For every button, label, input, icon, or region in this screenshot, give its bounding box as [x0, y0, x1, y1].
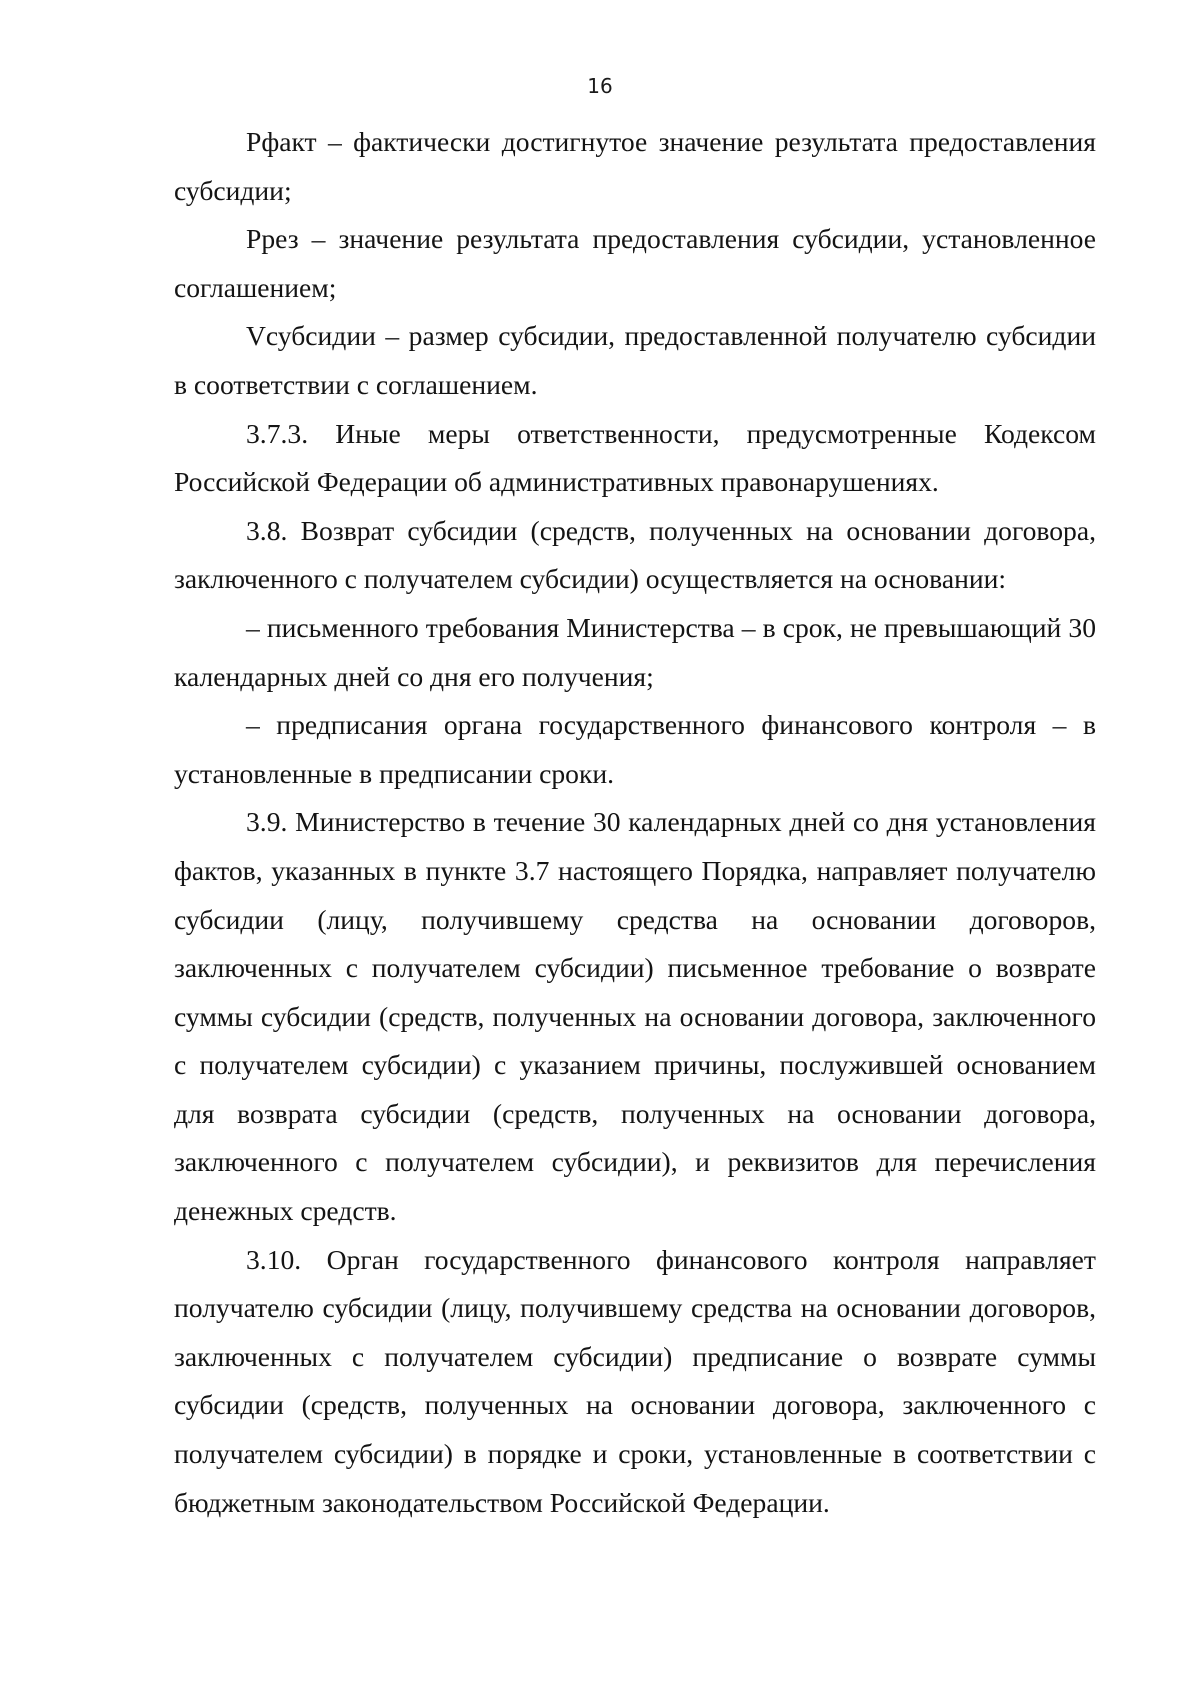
document-body [174, 118, 1096, 1527]
paragraph-3-7-3: 3.7.3. Иные меры ответственности, предусмотренные Кодексом Российской Федерации об административных правонарушениях. [174, 417, 1096, 498]
paragraph-3-8: 3.8. Возврат субсидии (средств, полученных на основании договора, заключенного с получателем субсидии) осуществляется на основании: [174, 514, 1096, 595]
paragraph-v-subsidy: Vсубсидии – размер субсидии, предоставленной получателю субсидии в соответствии с соглашением. [174, 320, 1096, 400]
paragraph-p-rez: Ррез – значение результата предоставления субсидии, установленное соглашением; [174, 223, 1096, 303]
paragraph-3-9: 3.9. Министерство в течение 30 календарных дней со дня установления фактов, указанных в пункте 3.7 настоящего Порядка, направляет получателю субсидии (лицу, получившему средства на основании договоров, заключенных с получателем субсидии) письменное требование о возврате суммы субсидии (средств, полученных на основании договора, заключенного с получателем субсидии) с указанием причины, послужившей основанием для возврата субсидии (средств, полученных на основании договора, заключенного с получателем субсидии), и реквизитов для перечисления денежных средств. [174, 806, 1096, 1227]
list-item-written-demand: – письменного требования Министерства – в срок, не превышающий 30 календарных дней со дня его получения; [174, 611, 1096, 692]
paragraph-3-10: 3.10. Орган государственного финансового контроля направляет получателю субсидии (лицу, получившему средства на основании договоров, заключенных с получателем субсидии) предписание о возврате суммы субсидии (средств, полученных на основании договора, заключенного с получателем субсидии) в порядке и сроки, установленные в соответствии с бюджетным законодательством Российской Федерации. [174, 1243, 1096, 1518]
list-item-prescription: – предписания органа государственного финансового контроля – в установленные в предписании сроки. [174, 709, 1096, 789]
paragraph-p-fact: Рфакт – фактически достигнутое значение результата предоставления субсидии; [174, 126, 1096, 206]
page-number: 16 [587, 74, 613, 98]
